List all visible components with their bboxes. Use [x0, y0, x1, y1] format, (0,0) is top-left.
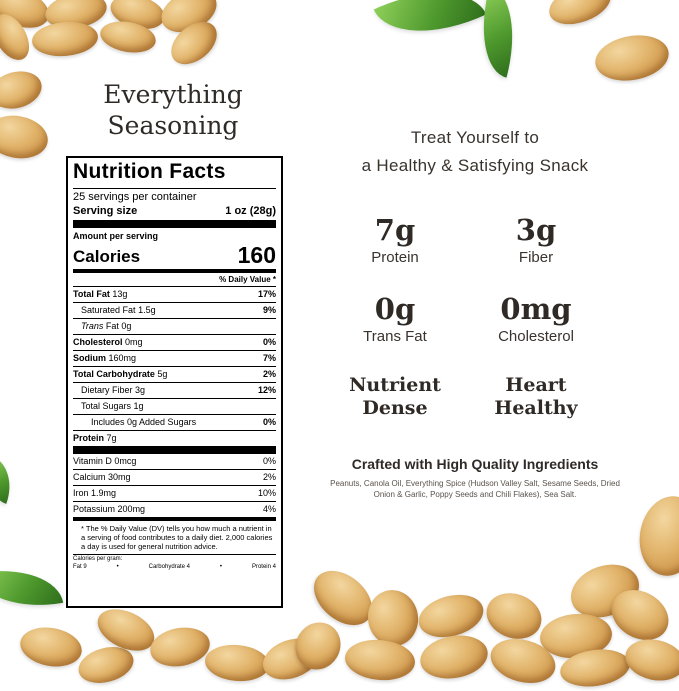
stat-cholesterol: [466, 293, 606, 347]
calories-row: [73, 243, 276, 267]
stat-value: 0g: [374, 292, 416, 326]
peanut-image: [343, 637, 416, 683]
ingredients-text: Peanuts, Canola Oil, Everything Spice (Hudson Valley Salt, Sesame Seeds, Dried Onion & Garlic, Poppy Seeds and Chili Flakes), Sea Salt.: [330, 479, 620, 499]
nutrient-row: Total Fat 13g 17%: [73, 287, 276, 303]
claim-nutrient-dense: Nutrient Dense: [349, 374, 441, 419]
vitamin-row: Vitamin D 0mcg 0%: [73, 454, 276, 470]
stat-label: Fiber: [518, 249, 554, 266]
stat-value: 3g: [515, 213, 557, 247]
vitamin-row: Iron 1.9mg 10%: [73, 486, 276, 502]
flavor-line-1: Everything: [103, 80, 243, 109]
tagline: [320, 124, 630, 180]
tagline-line-2: a Healthy & Satisfying Snack: [361, 156, 589, 175]
peanut-image: [0, 66, 46, 114]
leaf-image: [0, 559, 63, 616]
daily-value-footnote: * The % Daily Value (DV) tells you how much a nutrient in a serving of food contributes to a daily diet. 2,000 calories a day is used for general nutrition advice.: [81, 524, 273, 551]
peanut-image: [544, 0, 616, 32]
nutrient-row: Cholesterol 0mg 0%: [73, 335, 276, 351]
calories-per-gram-label: Calories per gram:: [73, 556, 123, 562]
stat-protein: [325, 214, 465, 268]
peanut-image: [147, 623, 213, 671]
calories-label: Calories: [73, 247, 141, 266]
calories-per-gram-row: Fat 9 • Carbohydrate 4 • Protein 4: [73, 564, 276, 570]
serving-size-label: Serving size: [73, 205, 138, 217]
stat-label: Protein: [371, 249, 419, 266]
peanut-image: [17, 623, 85, 671]
amount-per-serving: Amount per serving: [73, 231, 159, 241]
peanut-image: [204, 642, 271, 683]
serving-size-row: [73, 204, 276, 218]
peanut-image: [634, 491, 679, 580]
stat-label: Cholesterol: [498, 328, 574, 345]
leaf-image: [374, 0, 487, 57]
nutrient-row: Saturated Fat 1.5g 9%: [73, 303, 276, 319]
nutrient-row: Total Carbohydrate 5g 2%: [73, 367, 276, 383]
daily-value-header: % Daily Value *: [73, 273, 276, 287]
nutrient-row: Sodium 160mg 7%: [73, 351, 276, 367]
tagline-line-1: Treat Yourself to: [410, 128, 540, 147]
flavor-title: [92, 79, 254, 141]
calories-value: 160: [237, 242, 276, 268]
stat-value: 7g: [374, 213, 416, 247]
stat-value: 0mg: [500, 292, 572, 326]
stat-label: Trans Fat: [363, 328, 427, 345]
nutrient-row: Includes 0g Added Sugars 0%: [73, 415, 276, 431]
nutrient-row: Dietary Fiber 3g 12%: [73, 383, 276, 399]
vitamin-row: Potassium 200mg 4%: [73, 504, 276, 514]
nutrient-row: Trans Fat 0g: [73, 319, 276, 335]
flavor-line-2: Seasoning: [107, 111, 239, 140]
peanut-image: [480, 586, 548, 646]
nutrition-facts-panel: [66, 156, 283, 608]
serving-size-value: 1 oz (28g): [225, 205, 276, 217]
vitamin-row: Calcium 30mg 2%: [73, 470, 276, 486]
ingredients-title: Crafted with High Quality Ingredients: [351, 456, 599, 472]
stat-fiber: [466, 214, 606, 268]
claim-heart-healthy: Heart Healthy: [494, 374, 578, 419]
peanut-image: [417, 630, 491, 683]
nutrient-row: Total Sugars 1g: [73, 399, 276, 415]
leaf-image: [0, 456, 20, 504]
nutrition-facts-title: Nutrition Facts: [73, 160, 226, 183]
peanut-image: [592, 30, 673, 86]
servings-per-container: 25 servings per container: [73, 191, 197, 203]
peanut-image: [0, 111, 51, 163]
peanut-image: [621, 634, 679, 686]
stat-trans-fat: [325, 293, 465, 347]
nutrient-row: Protein 7g: [73, 433, 117, 443]
